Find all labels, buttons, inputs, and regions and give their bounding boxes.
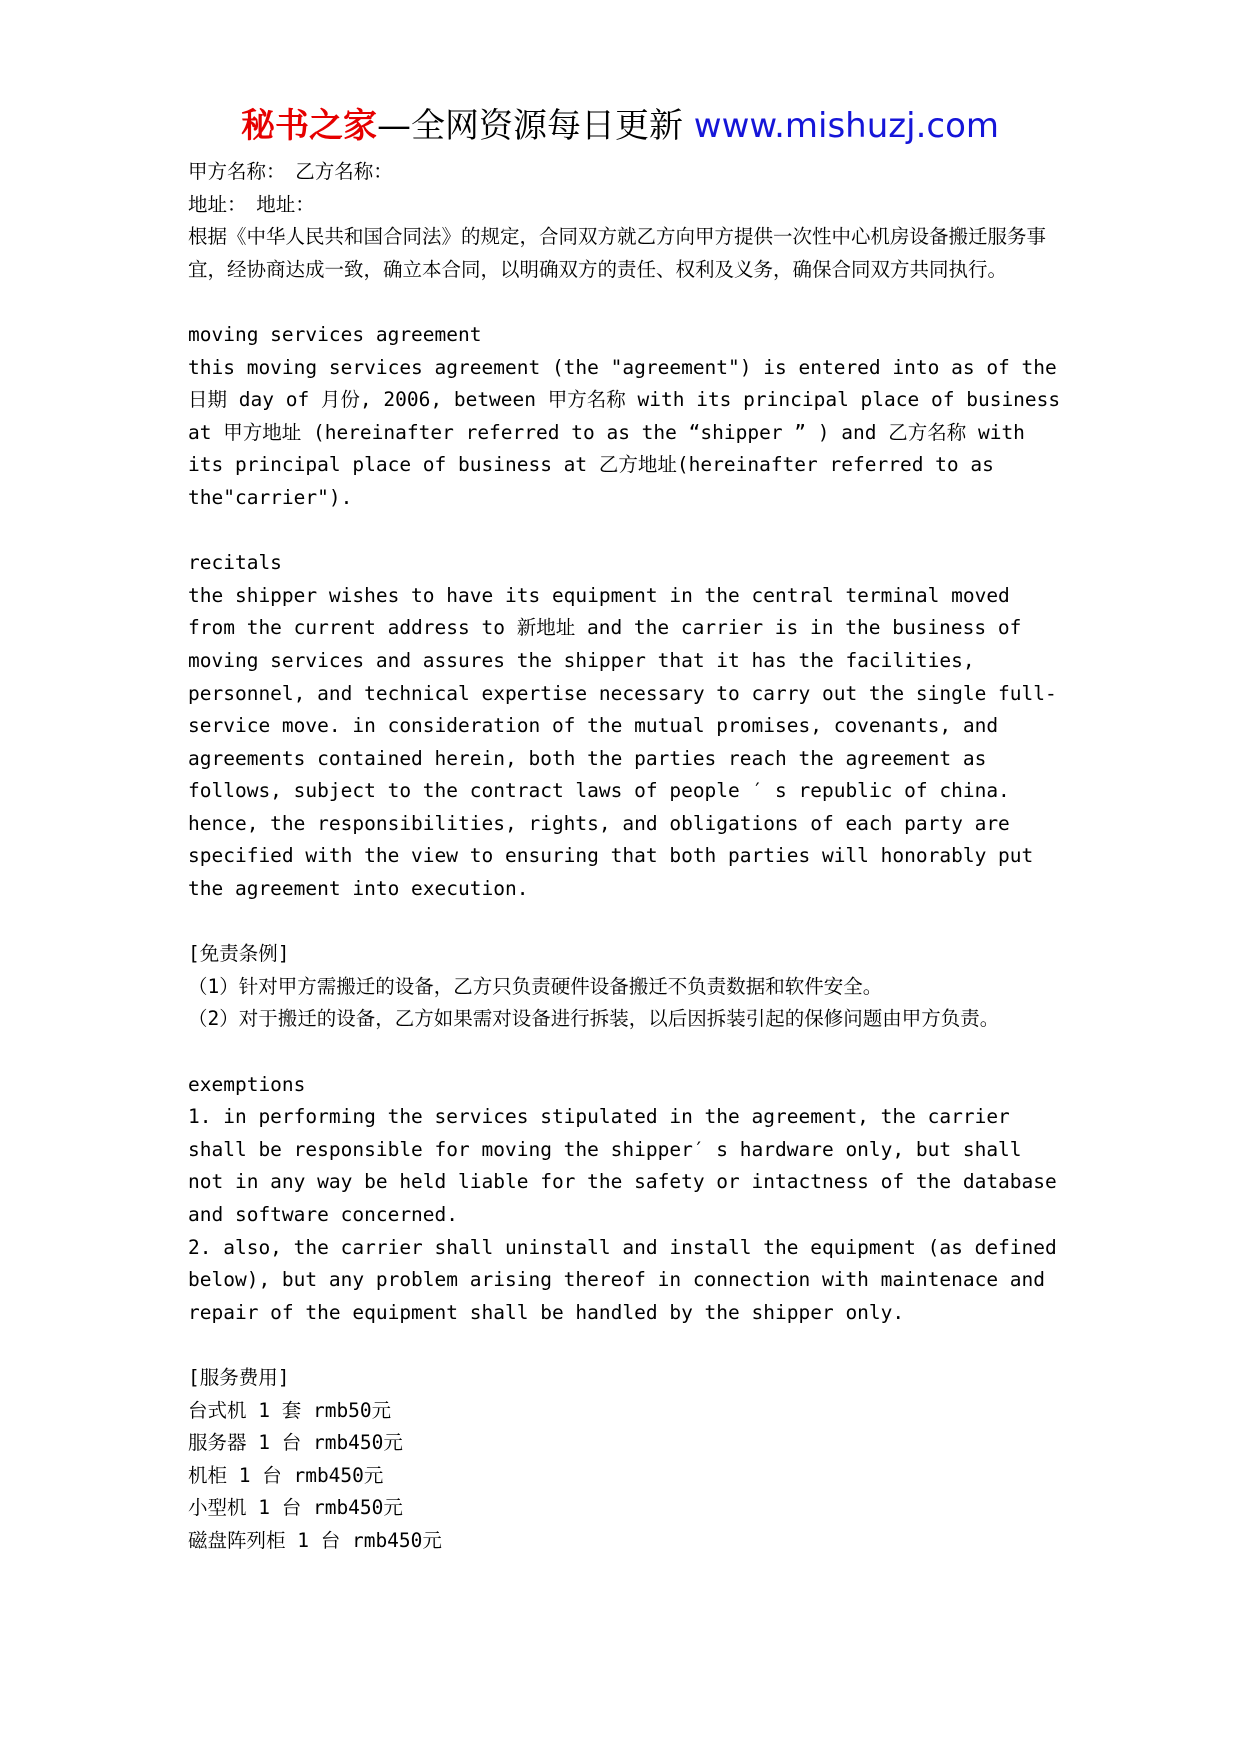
header-url-link[interactable]: www.mishuzj.com <box>693 106 999 146</box>
spacer <box>188 1036 1068 1069</box>
party-address-line: 地址： 地址： <box>188 192 315 216</box>
exemption-cn-item-2: （2）对于搬迁的设备，乙方如果需对设备进行拆装，以后因拆装引起的保修问题由甲方负责。 <box>188 1007 1000 1031</box>
exemption-cn-item-1: （1）针对甲方需搬迁的设备，乙方只负责硬件设备搬迁不负责数据和软件安全。 <box>188 974 883 998</box>
spacer <box>188 286 1068 319</box>
agreement-paragraph: this moving services agreement (the "agreement") is entered into as of the 日期 day of 月份, 2006, between 甲方名称 with its principal place of business at 甲方地址 (hereinafter referred to as the “shipper ” ) and 乙方名称 with its principal place of business at 乙方地址(hereinafter referred to as the"carrier"). <box>188 355 1072 509</box>
document-body <box>188 156 1072 1558</box>
fee-item: 磁盘阵列柜 1 台 rmb450元 <box>188 1528 442 1552</box>
page-header <box>0 100 1240 152</box>
fee-item: 小型机 1 台 rmb450元 <box>188 1496 403 1520</box>
party-names-line: 甲方名称： 乙方名称： <box>188 160 393 183</box>
exemptions-cn-title: [免责条例] <box>188 942 290 966</box>
fees-title: [服务费用] <box>188 1365 290 1389</box>
intro-paragraph-cn: 根据《中华人民共和国合同法》的规定，合同双方就乙方向甲方提供一次性中心机房设备搬迁服务事宜，经协商达成一致，确立本合同，以明确双方的责任、权利及义务，确保合同双方共同执行。 <box>188 225 1047 281</box>
fee-item: 服务器 1 台 rmb450元 <box>188 1431 403 1455</box>
brand-name: 秘书之家 <box>240 106 377 146</box>
exemption-en-item-2: 2. also, the carrier shall uninstall and install the equipment (as defined below), but any problem arising thereof in connection with maintenace and repair of the equipment shall be handled by the shipper only. <box>188 1235 1069 1324</box>
spacer <box>188 906 1068 939</box>
recitals-title: recitals <box>188 551 282 575</box>
fee-item: 机柜 1 台 rmb450元 <box>188 1463 384 1487</box>
recitals-paragraph: the shipper wishes to have its equipment in the central terminal moved from the current address to 新地址 and the carrier is in the business of moving services and assures the shipper that it has the facilities, personnel, and technical expertise necessary to carry out the single full-service move. in consideration of the mutual promises, covenants, and agreements contained herein, both the parties reach the agreement as follows, subject to the contract laws of people ′ s republic of china. hence, the responsibilities, rights, and obligations of each party are specified with the view to ensuring that both parties will honorably put the agreement into execution. <box>188 583 1057 901</box>
header-slogan: —全网资源每日更新 <box>376 106 683 146</box>
spacer <box>188 515 1068 548</box>
spacer <box>188 1329 1068 1362</box>
exemption-en-item-1: 1. in performing the services stipulated in the agreement, the carrier shall be responsible for moving the shipper′ s hardware only, but shall not in any way be held liable for the safety or intactness of the database and software concerned. <box>188 1105 1069 1226</box>
exemptions-en-title: exemptions <box>188 1072 306 1096</box>
fee-item: 台式机 1 套 rmb50元 <box>188 1398 392 1422</box>
agreement-title: moving services agreement <box>188 322 482 346</box>
